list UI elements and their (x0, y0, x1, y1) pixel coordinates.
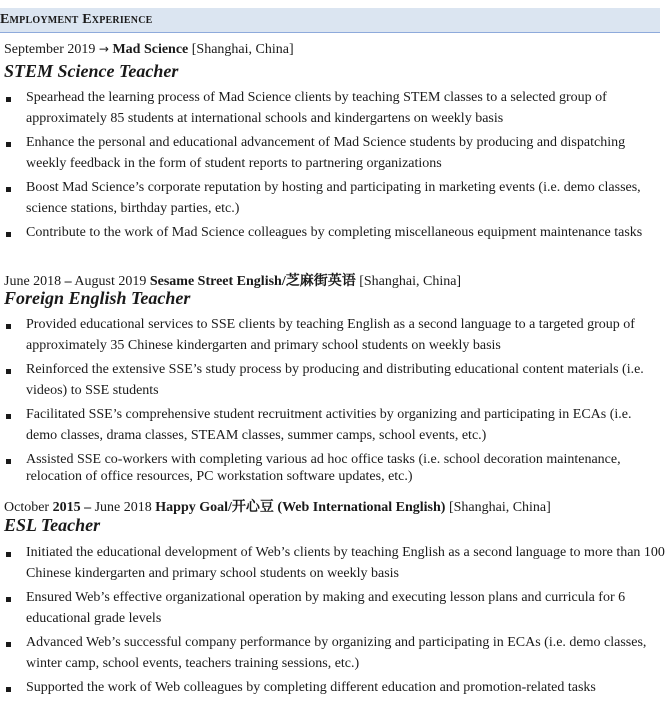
job-2-date-sep: – (64, 274, 72, 289)
bullet-icon (4, 592, 14, 602)
job-1-bullet-4: Contribute to the work of Mad Science colleagues by completing miscellaneous equipment maintenance tasks (26, 225, 643, 240)
bullet-icon (4, 319, 14, 329)
job-2-employer: Sesame Street English/芝麻街英语 (149, 274, 356, 289)
section-header-bar (0, 8, 660, 33)
job-2-bullet-2: Reinforced the extensive SSE’s study process by producing and distributing educational content materials (i.e. videos) to SSE students (26, 362, 644, 398)
job-2-date-start: June 2018 (4, 274, 62, 289)
job-3-bullet-4: Supported the work of Web colleagues by completing different education and promotion-related tasks (26, 680, 596, 695)
job-1-bullet-2: Enhance the personal and educational advancement of Mad Science students by producing and dispatching weekly feedback in the form of student reports to partnering organizations (26, 135, 626, 171)
bullet-icon (4, 454, 14, 464)
job-1-bullet-1: Spearhead the learning process of Mad Science clients by teaching STEM classes to a selected group of approximately 85 students at international schools and kindergartens on weekly basis (26, 90, 607, 126)
bullet-icon (4, 364, 14, 374)
job-3-bullet-2: Ensured Web’s effective organizational operation by making and executing lesson plans and curricula for 6 educational grade levels (26, 590, 626, 626)
job-3-bullet-1: Initiated the educational development of Web’s clients by teaching English as a second language to more than 100 Chinese kindergarten and primary school students on weekly basis (26, 545, 665, 581)
bullet-icon (4, 92, 14, 102)
job-2-date-end: August 2019 (74, 274, 147, 289)
job-3-date-end: June 2018 (94, 500, 152, 515)
job-3-header (4, 496, 551, 516)
bullet-icon (4, 682, 14, 692)
job-2-bullet-4: Assisted SSE co-workers with completing various ad hoc office tasks (i.e. school decoration maintenance, relocation of office resources, PC workstation software updates, etc.) (26, 452, 621, 484)
bullet-icon (4, 137, 14, 147)
job-2-location: [Shanghai, China] (359, 274, 462, 289)
job-2-bullet-1: Provided educational services to SSE clients by teaching English as a second language to a targeted group of approximately 35 Chinese kindergarten and primary school students on weekly basis (26, 317, 635, 353)
job-1-header (4, 42, 294, 58)
bullet-icon (4, 182, 14, 192)
bullet-icon (4, 227, 14, 237)
job-3-location: [Shanghai, China] (448, 500, 551, 515)
job-3-employer-extra: (Web International English) (277, 500, 446, 515)
job-2-bullet-3: Facilitated SSE’s comprehensive student recruitment activities by organizing and participating in ECAs (i.e. demo classes, drama classes, STEAM classes, summer camps, school events, etc.) (26, 407, 632, 443)
job-2-header (4, 270, 461, 290)
job-3-date-sep: – (84, 500, 92, 515)
job-1-role: STEM Science Teacher (4, 61, 179, 81)
job-1-employer: Mad Science (112, 42, 189, 57)
job-3-bullet-3: Advanced Web’s successful company performance by organizing and participating in ECAs (i.e. demo classes, winter camp, school events, teachers training sessions, etc.) (26, 635, 647, 671)
job-3-role: ESL Teacher (4, 515, 101, 535)
arrow-icon: → (98, 42, 109, 56)
job-2-role: Foreign English Teacher (4, 288, 191, 308)
job-1-bullet-3: Boost Mad Science’s corporate reputation by hosting and participating in marketing events (i.e. demo classes, science stations, birthday parties, etc.) (26, 180, 641, 216)
job-1-location: [Shanghai, China] (191, 42, 294, 57)
job-3-date-start-month: October (4, 500, 50, 515)
job-1-date-start: September 2019 (4, 42, 96, 57)
job-3-date-start-year: 2015 (52, 500, 81, 515)
bullet-icon (4, 547, 14, 557)
bullet-icon (4, 409, 14, 419)
section-title: Employment Experience (0, 12, 153, 27)
bullet-icon (4, 637, 14, 647)
job-3-employer: Happy Goal/开心豆 (155, 500, 274, 515)
